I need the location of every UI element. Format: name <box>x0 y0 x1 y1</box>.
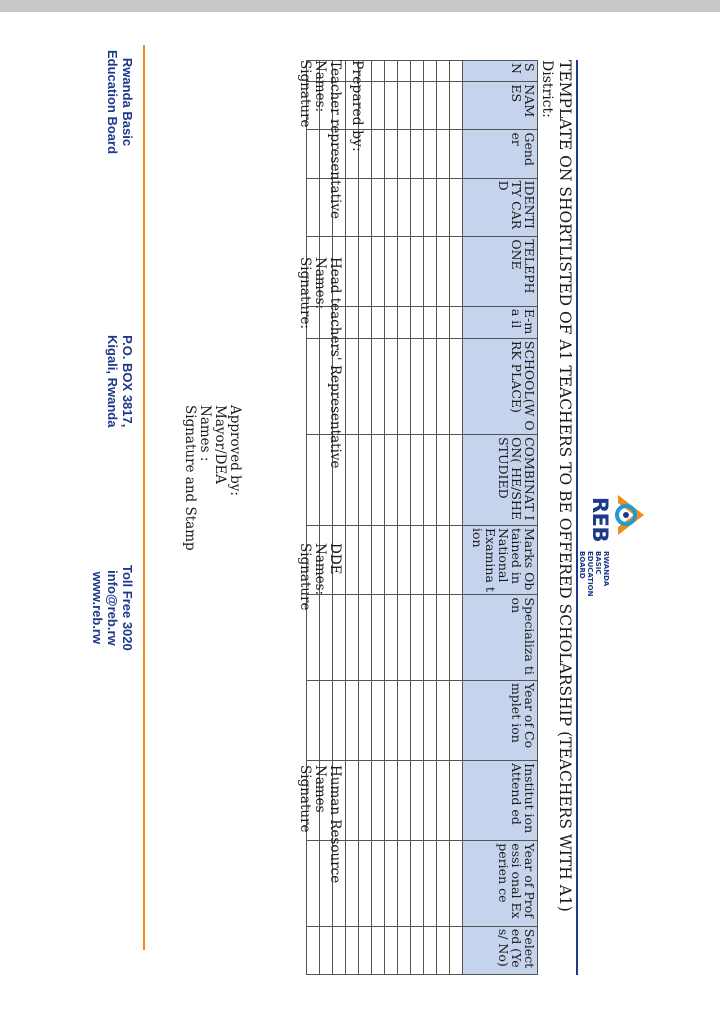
footer-org-line: Education Board <box>105 50 120 155</box>
table-header-row <box>463 61 538 975</box>
column-header: Specializa tion <box>463 595 538 681</box>
signatory-dde <box>297 543 342 611</box>
table-cell[interactable] <box>398 338 411 434</box>
approval-block <box>182 405 242 551</box>
table-row <box>437 61 450 975</box>
table-cell[interactable] <box>437 761 450 841</box>
table-cell[interactable] <box>450 61 463 82</box>
table-cell[interactable] <box>450 178 463 237</box>
column-header: IDENTI TY CARD <box>463 178 538 237</box>
table-cell[interactable] <box>450 338 463 434</box>
table-cell[interactable] <box>411 61 424 82</box>
table-cell[interactable] <box>411 841 424 927</box>
table-cell[interactable] <box>398 61 411 82</box>
table-cell[interactable] <box>372 761 385 841</box>
table-cell[interactable] <box>398 237 411 306</box>
table-cell[interactable] <box>385 82 398 130</box>
table-cell[interactable] <box>372 926 385 974</box>
table-cell[interactable] <box>333 926 346 974</box>
table-cell[interactable] <box>411 595 424 681</box>
footer-contact-line: info@reb.rw <box>105 570 120 646</box>
table-cell[interactable] <box>411 525 424 594</box>
table-cell[interactable] <box>307 680 320 760</box>
table-cell[interactable] <box>385 525 398 594</box>
table-cell[interactable] <box>411 680 424 760</box>
table-cell[interactable] <box>411 130 424 178</box>
table-cell[interactable] <box>398 926 411 974</box>
table-cell[interactable] <box>424 926 437 974</box>
table-cell[interactable] <box>385 761 398 841</box>
table-cell[interactable] <box>359 435 372 526</box>
table-cell[interactable] <box>359 306 372 338</box>
column-header: Gend er <box>463 130 538 178</box>
table-cell[interactable] <box>398 525 411 594</box>
table-cell[interactable] <box>424 178 437 237</box>
table-cell[interactable] <box>411 761 424 841</box>
table-cell[interactable] <box>437 237 450 306</box>
table-cell[interactable] <box>346 306 359 338</box>
table-cell[interactable] <box>437 841 450 927</box>
table-cell[interactable] <box>359 926 372 974</box>
column-header: Institut ion Attend ed <box>463 761 538 841</box>
table-cell[interactable] <box>385 130 398 178</box>
table-cell[interactable] <box>411 926 424 974</box>
table-cell[interactable] <box>424 525 437 594</box>
table-cell[interactable] <box>372 841 385 927</box>
table-row <box>346 61 359 975</box>
logo-chevron-icon <box>610 475 650 555</box>
table-cell[interactable] <box>372 595 385 681</box>
prepared-by-label: Prepared by: <box>349 60 365 152</box>
table-cell[interactable] <box>346 435 359 526</box>
table-cell[interactable] <box>346 595 359 681</box>
table-cell[interactable] <box>411 338 424 434</box>
approval-signature: Signature and Stamp <box>182 405 198 551</box>
table-cell[interactable] <box>372 82 385 130</box>
table-cell[interactable] <box>359 178 372 237</box>
table-cell[interactable] <box>424 130 437 178</box>
table-cell[interactable] <box>437 306 450 338</box>
column-header: TELEPH ONE <box>463 237 538 306</box>
table-row <box>411 61 424 975</box>
column-header: COMBINAT ION( HE/SHE STUDIED <box>463 435 538 526</box>
table-cell[interactable] <box>372 338 385 434</box>
table-cell[interactable] <box>450 680 463 760</box>
footer-address <box>105 335 135 427</box>
column-header: Year of Professi onal Experien ce <box>463 841 538 927</box>
district-label: District: <box>539 60 555 118</box>
table-cell[interactable] <box>372 61 385 82</box>
table-cell[interactable] <box>359 841 372 927</box>
table-cell[interactable] <box>398 841 411 927</box>
footer-address-line: Kigali, Rwanda <box>105 335 120 428</box>
document-title: TEMPLATE ON SHORTLISTED OF A1 TEACHERS TO BE OFFERED SCHOLARSHIP (TEACHERS WITH A1) <box>556 60 574 912</box>
table-cell[interactable] <box>398 435 411 526</box>
table-cell[interactable] <box>333 680 346 760</box>
table-cell[interactable] <box>411 178 424 237</box>
table-cell[interactable] <box>437 178 450 237</box>
table-cell[interactable] <box>398 178 411 237</box>
table-cell[interactable] <box>424 761 437 841</box>
table-cell[interactable] <box>372 435 385 526</box>
table-cell[interactable] <box>411 306 424 338</box>
table-cell[interactable] <box>398 82 411 130</box>
table-cell[interactable] <box>359 338 372 434</box>
table-cell[interactable] <box>450 130 463 178</box>
column-header: E-ma il <box>463 306 538 338</box>
table-cell[interactable] <box>372 306 385 338</box>
table-cell[interactable] <box>385 237 398 306</box>
table-cell[interactable] <box>450 82 463 130</box>
table-cell[interactable] <box>359 595 372 681</box>
table-cell[interactable] <box>424 435 437 526</box>
table-cell[interactable] <box>398 306 411 338</box>
column-header: NAM ES <box>463 82 538 130</box>
footer-contact-line: Toll Free 3020 <box>120 565 135 651</box>
signatory-role: Human Resource <box>327 765 343 884</box>
footer-contact <box>90 565 135 651</box>
table-cell[interactable] <box>359 680 372 760</box>
table-cell[interactable] <box>346 338 359 434</box>
table-cell[interactable] <box>450 595 463 681</box>
table-cell[interactable] <box>372 178 385 237</box>
table-cell[interactable] <box>437 525 450 594</box>
table-cell[interactable] <box>372 680 385 760</box>
table-cell[interactable] <box>411 435 424 526</box>
table-cell[interactable] <box>346 761 359 841</box>
signatory-signature: Signature: <box>297 257 313 330</box>
signatory-signature: Signature <box>297 765 313 833</box>
table-cell[interactable] <box>385 435 398 526</box>
table-cell[interactable] <box>385 926 398 974</box>
logo-subtitle: RWANDA BASIC EDUCATION BOARD <box>578 551 610 597</box>
signatory-names: Names: <box>312 543 328 596</box>
signatory-role: Head teachers' Representative <box>327 257 343 469</box>
approval-label: Approved by: <box>227 405 243 496</box>
signatory-signature: Signature <box>297 543 313 611</box>
table-cell[interactable] <box>424 841 437 927</box>
table-cell[interactable] <box>359 525 372 594</box>
table-cell[interactable] <box>346 680 359 760</box>
approval-role: Mayor/DEA <box>212 405 228 485</box>
reb-logo <box>578 475 650 605</box>
table-cell[interactable] <box>385 306 398 338</box>
footer-contact-line: www.reb.rw <box>90 571 105 645</box>
footer-organization <box>105 50 135 154</box>
table-cell[interactable] <box>424 237 437 306</box>
table-cell[interactable] <box>346 178 359 237</box>
table-row <box>385 61 398 975</box>
table-row <box>359 61 372 975</box>
signatory-head-teacher <box>297 257 342 469</box>
header-rule <box>576 60 578 975</box>
table-cell[interactable] <box>437 680 450 760</box>
column-header: S N <box>463 61 538 82</box>
signatory-human-resource <box>297 765 342 883</box>
table-cell[interactable] <box>424 680 437 760</box>
signatory-names: Names <box>312 765 328 813</box>
table-cell[interactable] <box>450 761 463 841</box>
table-cell[interactable] <box>437 338 450 434</box>
column-header: Marks Obtained in National Examina tion <box>463 525 538 594</box>
logo-text: REB <box>588 497 612 543</box>
table-cell[interactable] <box>385 338 398 434</box>
table-cell[interactable] <box>424 61 437 82</box>
table-cell[interactable] <box>437 82 450 130</box>
table-cell[interactable] <box>450 435 463 526</box>
table-cell[interactable] <box>385 680 398 760</box>
table-cell[interactable] <box>424 82 437 130</box>
signatory-signature: Signature <box>297 60 313 128</box>
table-cell[interactable] <box>450 926 463 974</box>
table-cell[interactable] <box>411 237 424 306</box>
table-cell[interactable] <box>437 435 450 526</box>
signatory-role: Teacher representative <box>327 60 343 219</box>
footer-org-line: Rwanda Basic <box>120 57 135 147</box>
table-cell[interactable] <box>372 525 385 594</box>
table-cell[interactable] <box>385 595 398 681</box>
table-cell[interactable] <box>398 595 411 681</box>
footer-rule <box>143 45 145 950</box>
table-cell[interactable] <box>372 237 385 306</box>
table-row <box>398 61 411 975</box>
approval-names: Names : <box>197 405 213 462</box>
table-cell[interactable] <box>385 61 398 82</box>
table-cell[interactable] <box>411 82 424 130</box>
table-cell[interactable] <box>398 680 411 760</box>
table-cell[interactable] <box>346 841 359 927</box>
signatory-teacher <box>297 60 342 219</box>
table-cell[interactable] <box>450 237 463 306</box>
table-cell[interactable] <box>437 130 450 178</box>
table-cell[interactable] <box>437 926 450 974</box>
signatory-names: Names: <box>312 257 328 310</box>
footer-address-line: P.O. BOX 3817, <box>120 335 135 428</box>
table-cell[interactable] <box>398 761 411 841</box>
column-header: Select ed (Yes/ No) <box>463 926 538 974</box>
top-bar <box>0 0 720 12</box>
table-cell[interactable] <box>450 525 463 594</box>
table-cell[interactable] <box>359 237 372 306</box>
table-cell[interactable] <box>450 306 463 338</box>
table-cell[interactable] <box>424 595 437 681</box>
table-cell[interactable] <box>320 926 333 974</box>
table-cell[interactable] <box>437 61 450 82</box>
column-header: SCHOOL(W ORK PLACE) <box>463 338 538 434</box>
table-cell[interactable] <box>437 595 450 681</box>
table-cell[interactable] <box>320 680 333 760</box>
table-cell[interactable] <box>372 130 385 178</box>
table-cell[interactable] <box>450 841 463 927</box>
table-cell[interactable] <box>346 525 359 594</box>
table-row <box>450 61 463 975</box>
table-cell[interactable] <box>346 926 359 974</box>
table-cell[interactable] <box>424 306 437 338</box>
table-cell[interactable] <box>346 237 359 306</box>
rotated-page <box>50 25 670 1005</box>
table-cell[interactable] <box>307 926 320 974</box>
table-cell[interactable] <box>398 130 411 178</box>
table-cell[interactable] <box>424 338 437 434</box>
table-cell[interactable] <box>359 761 372 841</box>
table-row <box>372 61 385 975</box>
signatory-role: DDE <box>327 543 343 575</box>
column-header: Year of Complet ion <box>463 680 538 760</box>
table-cell[interactable] <box>385 841 398 927</box>
table-row <box>424 61 437 975</box>
signatory-names: Names: <box>312 60 328 113</box>
table-cell[interactable] <box>385 178 398 237</box>
